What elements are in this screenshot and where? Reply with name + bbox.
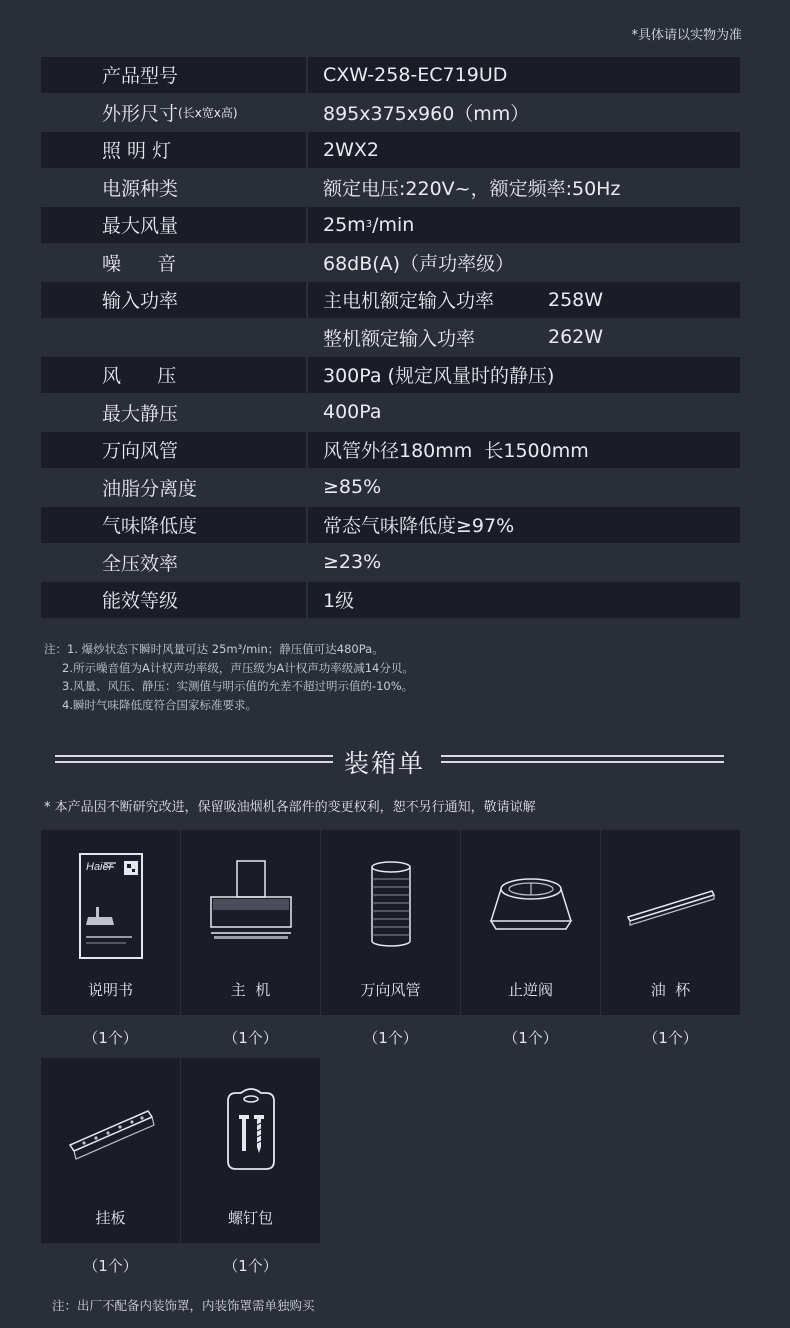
spec-label: 产品型号 xyxy=(41,57,306,93)
disclaimer-top-note: *具体请以实物为准 xyxy=(631,28,742,43)
packing-item xyxy=(601,830,740,1048)
note-line: 3.风量、风压、静压：实测值与明示值的允差不超过明示值的-10%。 xyxy=(62,679,414,693)
spec-value: 2WX2 xyxy=(308,132,740,168)
spec-value: 300Pa (规定风量时的静压) xyxy=(308,357,740,393)
spec-value: 风管外径180mm 长1500mm xyxy=(308,432,740,468)
spec-row xyxy=(41,545,740,583)
spec-label xyxy=(41,320,306,356)
note-line: 2.所示噪音值为A计权声功率级，声压级为A计权声功率级减14分贝。 xyxy=(62,660,414,675)
manual-icon xyxy=(41,848,180,963)
spec-value: 400Pa xyxy=(323,401,382,424)
item-quantity: （1个） xyxy=(223,1029,278,1047)
spec-value xyxy=(308,282,740,318)
section-title: 装箱单 xyxy=(344,749,426,778)
spec-table xyxy=(41,57,740,620)
item-name: 万向风管 xyxy=(360,981,421,999)
item-name: 主 机 xyxy=(230,981,271,999)
item-name: 油 杯 xyxy=(650,981,691,999)
spec-label: 电源种类 xyxy=(102,177,179,200)
spec-row xyxy=(41,282,740,320)
spec-notes xyxy=(44,640,414,714)
packing-item xyxy=(181,830,320,1048)
item-name: 止逆阀 xyxy=(507,981,553,999)
spec-label-note: (长x宽x高) xyxy=(178,105,238,120)
item-name: 螺钉包 xyxy=(227,1209,273,1227)
spec-label xyxy=(41,95,306,131)
spec-value: ≥85% xyxy=(323,476,382,499)
packing-item xyxy=(181,1058,320,1276)
spec-label-text: 外形尺寸 xyxy=(102,102,179,125)
spec-label: 输入功率 xyxy=(41,282,306,318)
spec-label: 油脂分离度 xyxy=(102,477,198,500)
item-quantity: （1个） xyxy=(83,1257,138,1275)
decorative-lines xyxy=(55,755,333,763)
packing-item xyxy=(321,830,460,1048)
packing-disclaimer: * 本产品因不断研究改进，保留吸油烟机各部件的变更权利，恕不另行通知，敬请谅解 xyxy=(44,800,536,815)
spec-label: 最大静压 xyxy=(102,402,179,425)
check-valve-icon xyxy=(461,848,600,963)
spec-value: 1级 xyxy=(308,582,740,618)
spec-label: 气味降低度 xyxy=(41,507,306,543)
spec-label: 全压效率 xyxy=(102,552,179,575)
spec-value: 常态气味降低度≥97% xyxy=(308,507,740,543)
spec-label: 最大风量 xyxy=(41,207,306,243)
spec-row xyxy=(41,582,740,620)
range-hood-icon xyxy=(181,848,320,963)
spec-row xyxy=(41,95,740,133)
packing-item xyxy=(41,830,180,1048)
decorative-lines xyxy=(441,755,724,763)
spec-row xyxy=(41,320,740,358)
item-name: 挂板 xyxy=(95,1209,126,1227)
item-quantity: （1个） xyxy=(503,1029,558,1047)
hanging-plate-icon xyxy=(41,1076,180,1191)
airflow-unit: /min xyxy=(372,213,415,236)
item-name: 说明书 xyxy=(87,981,133,999)
spec-row xyxy=(41,507,740,545)
spec-value: 25m 3 /min xyxy=(308,207,740,243)
item-tile xyxy=(461,830,600,1015)
spec-row xyxy=(41,395,740,433)
spec-label: 噪 音 xyxy=(102,252,177,275)
item-quantity: （1个） xyxy=(223,1257,278,1275)
spec-value: 68dB(A)（声功率级） xyxy=(323,252,515,275)
item-quantity: （1个） xyxy=(643,1029,698,1047)
spec-row xyxy=(41,207,740,245)
spec-row xyxy=(41,245,740,283)
spec-value: ≥23% xyxy=(323,551,382,574)
spec-row xyxy=(41,357,740,395)
note-line: 4.瞬时气味降低度符合国家标准要求。 xyxy=(62,697,257,712)
item-tile xyxy=(321,830,460,1015)
airflow-value: 25m xyxy=(323,213,366,236)
item-tile xyxy=(41,830,180,1015)
item-quantity: （1个） xyxy=(83,1029,138,1047)
power-label: 整机额定输入功率 xyxy=(323,327,476,350)
packing-list-heading xyxy=(0,740,790,780)
item-quantity: （1个） xyxy=(363,1029,418,1047)
spec-value: CXW-258-EC719UD xyxy=(308,57,740,93)
spec-label: 能效等级 xyxy=(41,582,306,618)
packing-item xyxy=(41,1058,180,1276)
item-tile xyxy=(181,1058,320,1243)
spec-value: 额定电压:220V~，额定频率:50Hz xyxy=(323,177,621,200)
spec-label: 万向风管 xyxy=(41,432,306,468)
duct-icon xyxy=(321,848,460,963)
spec-row xyxy=(41,432,740,470)
spec-value: 895x375x960（mm） xyxy=(323,102,530,125)
spec-value xyxy=(308,320,740,356)
power-value: 258W xyxy=(548,288,604,311)
spec-label: 风 压 xyxy=(41,357,306,393)
screw-pack-icon xyxy=(181,1076,320,1191)
spec-label: 照 明 灯 xyxy=(41,132,306,168)
note-line: 注：1. 爆炒状态下瞬时风量可达 25m³/min；静压值可达480Pa。 xyxy=(44,642,384,656)
item-tile xyxy=(41,1058,180,1243)
item-tile xyxy=(601,830,740,1015)
packing-item xyxy=(461,830,600,1048)
spec-row xyxy=(41,57,740,95)
footer-note: 注：出厂不配备内装饰罩，内装饰罩需单独购买 xyxy=(52,1298,315,1313)
spec-row xyxy=(41,170,740,208)
spec-row xyxy=(41,470,740,508)
power-label: 主电机额定输入功率 xyxy=(323,290,495,313)
item-tile xyxy=(181,830,320,1015)
oil-cup-icon xyxy=(601,848,740,963)
manual-brand-text: Haier xyxy=(85,860,112,873)
spec-row xyxy=(41,132,740,170)
power-value: 262W xyxy=(548,326,604,349)
